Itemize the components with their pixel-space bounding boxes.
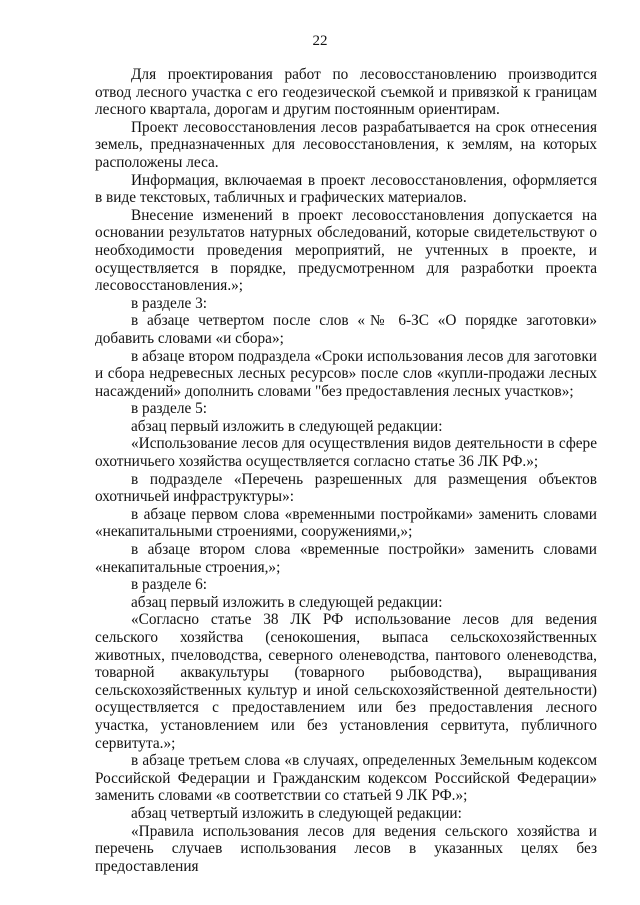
paragraph: Проект лесовосстановления лесов разрабатывается на срок отнесения земель, предназначенных для лесовосстановления, к землям, на которых расположены леса.: [95, 118, 597, 171]
document-body: [95, 66, 597, 875]
paragraph: в абзаце втором подраздела «Сроки использования лесов для заготовки и сбора недревесных лесных ресурсов» после слов «купли-продажи лесных насаждений» дополнить словами "без предоставления лесных участков»;: [95, 347, 597, 400]
paragraph: абзац четвертый изложить в следующей редакции:: [131, 804, 462, 822]
paragraph: в подразделе «Перечень разрешенных для размещения объектов охотничьей инфраструктуры»:: [95, 470, 597, 506]
page-number: 22: [312, 33, 328, 49]
paragraph: «Использование лесов для осуществления видов деятельности в сфере охотничьего хозяйства осуществляется согласно статье 36 ЛК РФ.»;: [95, 435, 597, 471]
paragraph: абзац первый изложить в следующей редакции:: [131, 593, 443, 611]
paragraph: в абзаце втором слова «временные постройки» заменить словами «некапитальные строения,»;: [95, 541, 597, 576]
paragraph: Для проектирования работ по лесовосстановлению производится отвод лесного участка с его геодезической съемкой и привязкой к границам лесного квартала, дорогам и другим постоянным ориентирам.: [95, 66, 597, 119]
paragraph: в абзаце четвертом после слов «№ 6-ЗС «О порядке заготовки» добавить словами «и сбора»;: [95, 312, 597, 347]
paragraph: в разделе 3:: [131, 294, 207, 312]
paragraph: в абзаце первом слова «временными постройками» заменить словами «некапитальными строениями, сооружениями,»;: [95, 505, 597, 541]
paragraph: «Согласно статье 38 ЛК РФ использование лесов для ведения сельского хозяйства (сенокошения, выпаса сельскохозяйственных животных, пчеловодства, северного оленеводства, пантового оленеводства, товарной аквакультуры (товарного рыбоводства), выращивания сельскохозяйственных культур и иной сельскохозяйственной деятельности) осуществляется с предоставлением или без предоставления лесного участка, установлением или без установления сервитута, публичного сервитута.»;: [95, 611, 597, 752]
paragraph: Информация, включаемая в проект лесовосстановления, оформляется в виде текстовых, табличных и графических материалов.: [95, 171, 597, 207]
paragraph: в разделе 6:: [131, 576, 207, 594]
paragraph: «Правила использования лесов для ведения сельского хозяйства и перечень случаев использования лесов в указанных целях без предоставления: [95, 822, 597, 875]
paragraph: Внесение изменений в проект лесовосстановления допускается на основании результатов натурных обследований, которые свидетельствуют о необходимости проведения мероприятий, не учтенных в проекте, и осуществляется в порядке, предусмотренном для разработки проекта лесовосстановления.»;: [95, 206, 597, 295]
paragraph: в абзаце третьем слова «в случаях, определенных Земельным кодексом Российской Федерации и Гражданским кодексом Российской Федерации» заменить словами «в соответствии со статьей 9 ЛК РФ.»;: [95, 752, 597, 805]
paragraph: в разделе 5:: [131, 400, 207, 418]
paragraph: абзац первый изложить в следующей редакции:: [131, 417, 443, 435]
